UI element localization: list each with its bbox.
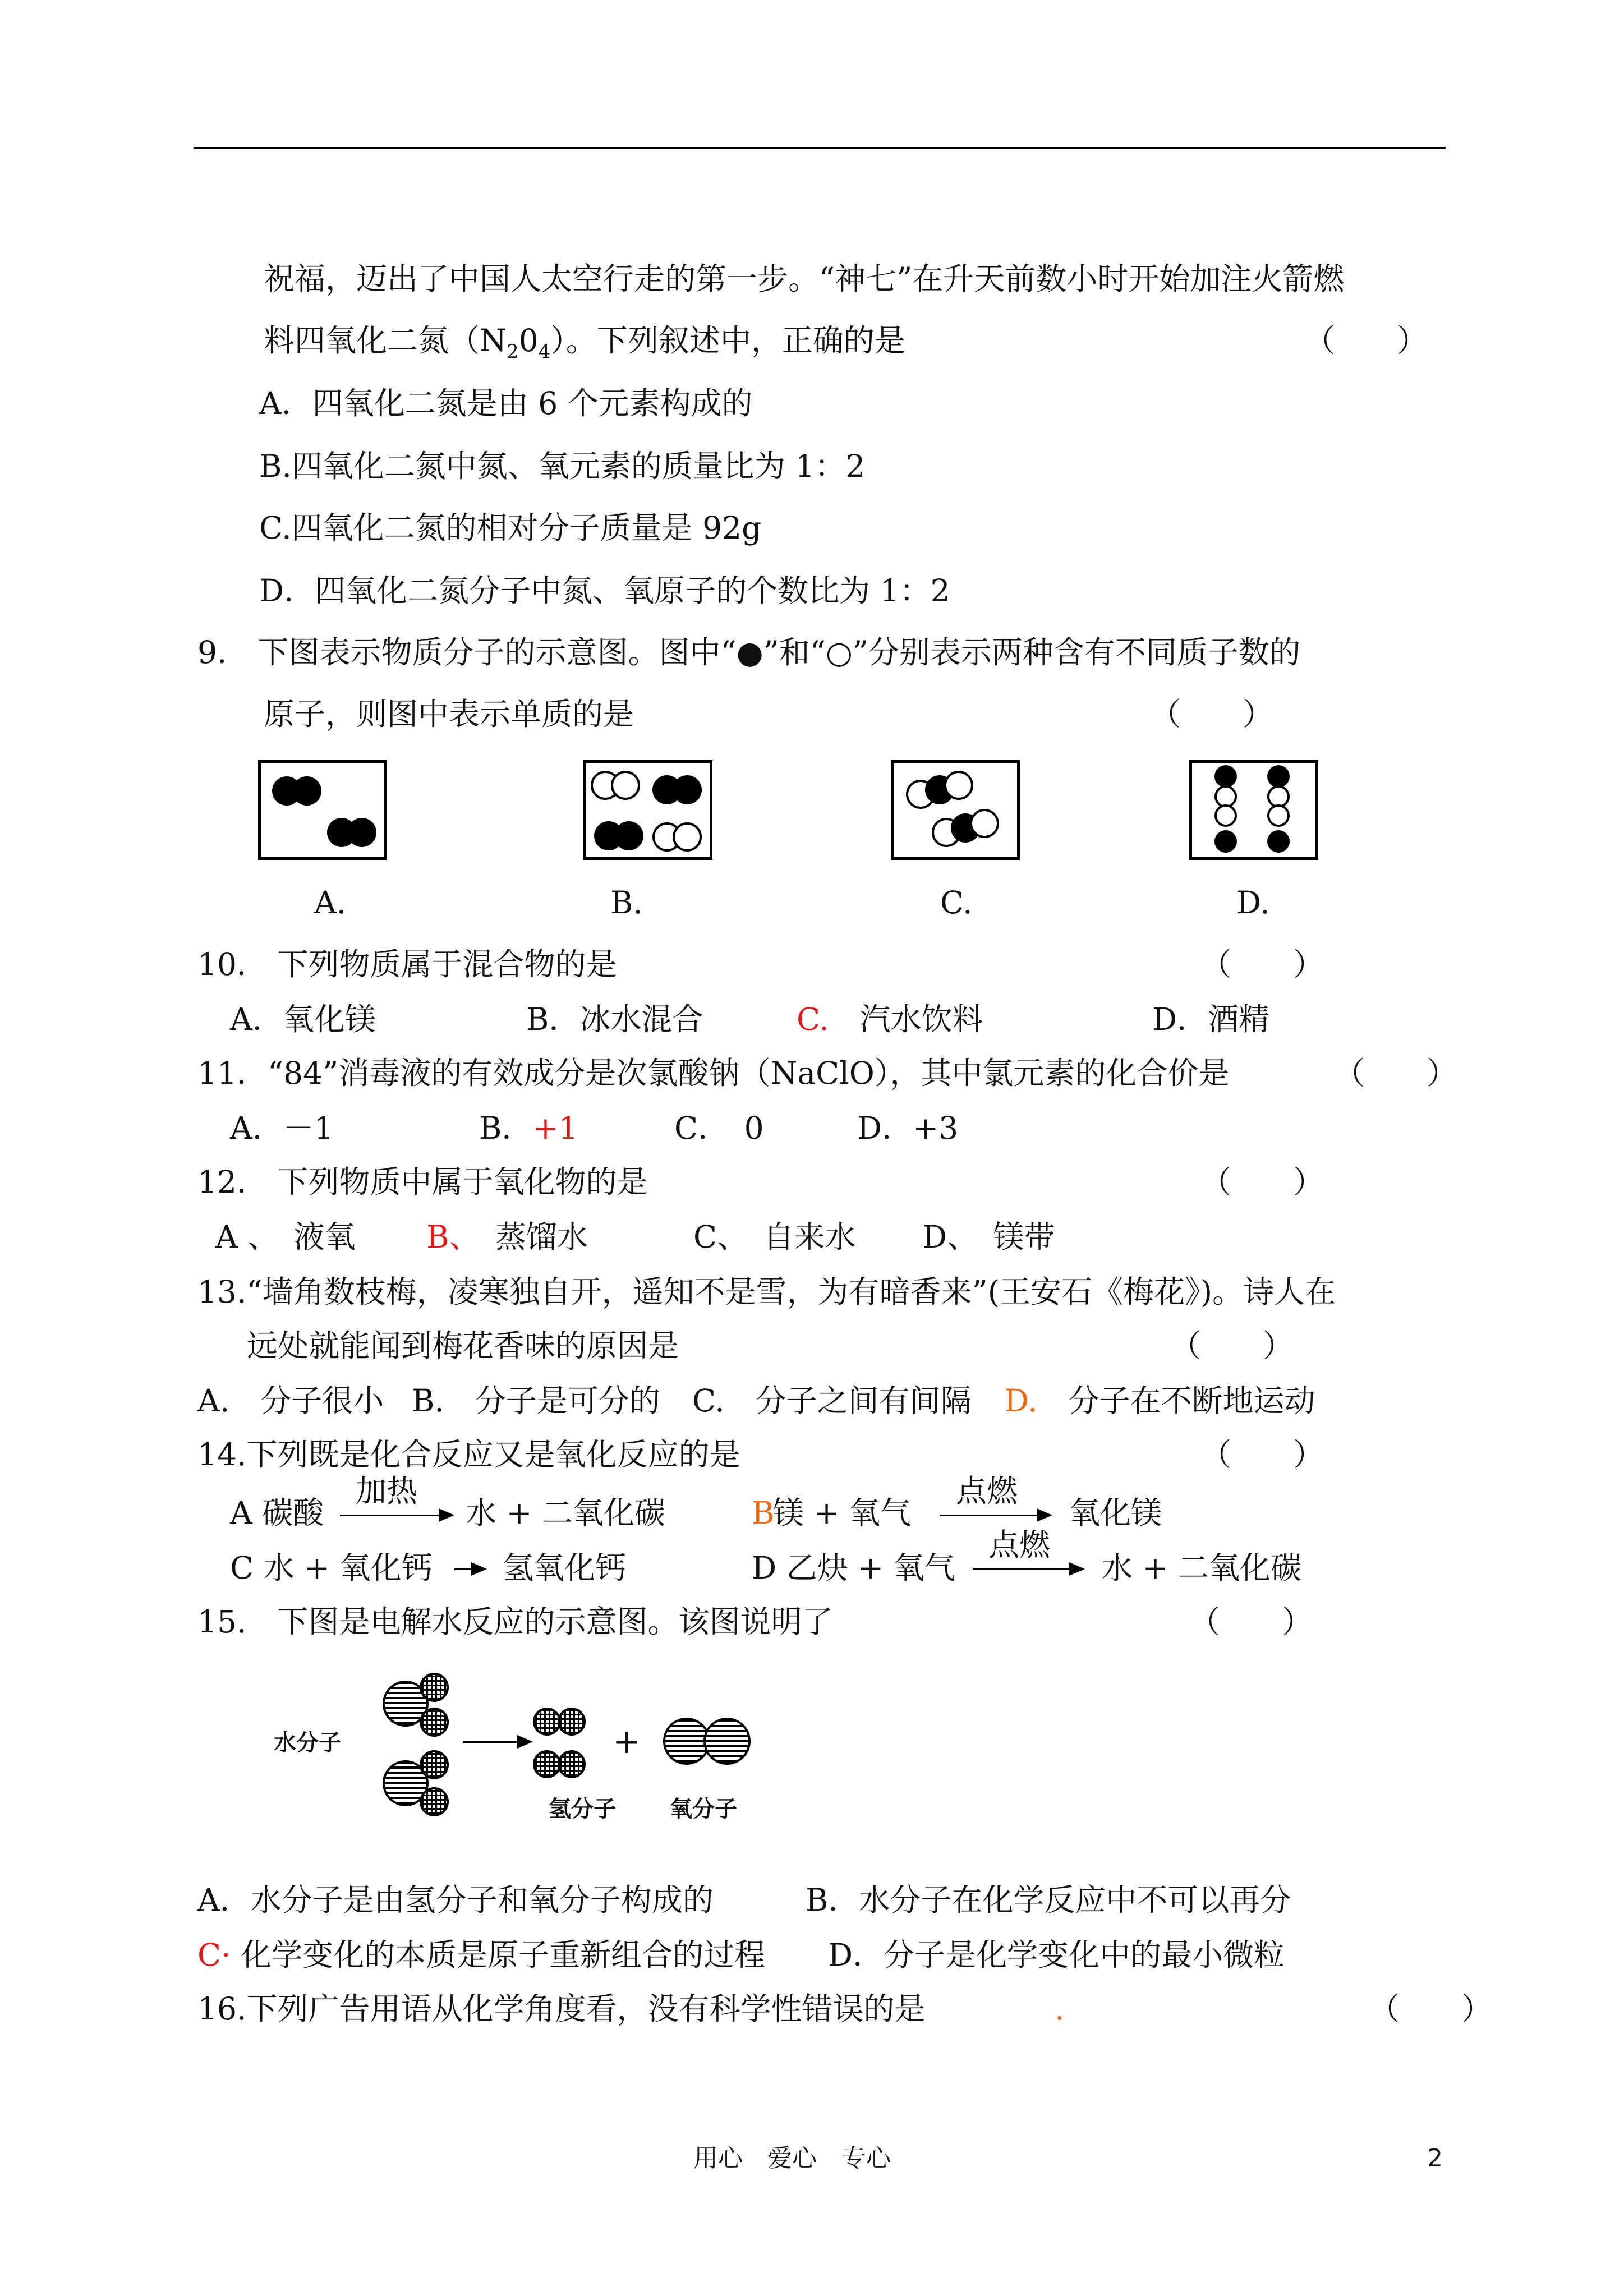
q15-option-d: D．分子是化学变化中的最小微粒 (828, 1937, 1285, 1973)
q11-stem: 11．“84”消毒液的有效成分是次氯酸钠（NaClO），其中氯元素的化合价是 (197, 1055, 1230, 1091)
black-atom (614, 821, 643, 850)
q13-option-d: D. 分子在不断地运动 (1004, 1383, 1315, 1419)
q15-option-b: B．水分子在化学反应中不可以再分 (806, 1882, 1291, 1918)
hydrogen-atom (420, 1787, 449, 1816)
q15-option-a: A．水分子是由氢分子和氧分子构成的 (197, 1882, 714, 1918)
black-atom (292, 776, 321, 806)
q12-stem: 12． 下列物质中属于氧化物的是 (197, 1164, 648, 1200)
q10-option-c: C. 汽水饮料 (797, 1001, 983, 1037)
hydrogen-molecule-label: 氢分子 (549, 1796, 616, 1822)
diagram-label-b: B. (610, 885, 643, 921)
white-atom (1214, 804, 1237, 827)
q11-option-a: A．－1 (230, 1110, 334, 1146)
black-atom (1267, 830, 1290, 853)
diagram-label-c: C. (940, 885, 973, 921)
diagram-c (891, 760, 1020, 860)
black-atom (673, 775, 702, 804)
white-atom (944, 771, 973, 800)
q16-dot: . (1055, 1991, 1065, 2027)
q8-answer-paren: （ ） (1304, 323, 1428, 358)
q12-answer-paren: （ ） (1200, 1164, 1324, 1200)
q11-option-c: C． 0 (674, 1110, 764, 1146)
arrow-head-icon (1069, 1562, 1085, 1576)
q14-option-d-condition: 点燃 (988, 1527, 1051, 1563)
q9-line2: 原子，则图中表示单质的是 (264, 696, 634, 732)
diagram-b (583, 760, 712, 860)
q8-line1: 祝福，迈出了中国人太空行走的第一步。“神七”在升天前数小时开始加注火箭燃 (264, 261, 1345, 297)
oxygen-molecule-label: 氧分子 (670, 1796, 737, 1822)
black-atom (1214, 830, 1237, 853)
white-atom (611, 771, 640, 800)
q13-option-a: A. 分子很小 (197, 1383, 384, 1419)
q11-option-b: B．+1 (479, 1110, 578, 1146)
black-atom (347, 818, 376, 847)
hydrogen-atom (533, 1708, 561, 1736)
hydrogen-atom (533, 1750, 561, 1778)
reaction-arrow (973, 1568, 1071, 1570)
plus-sign: + (613, 1722, 641, 1761)
q14-stem: 14.下列既是化合反应又是氧化反应的是 (197, 1437, 740, 1473)
q9-answer-paren: （ ） (1150, 696, 1274, 732)
q9-line1: 9． 下图表示物质分子的示意图。图中“●”和“○”分别表示两种含有不同质子数的 (197, 634, 1300, 670)
q16-stem: 16.下列广告用语从化学角度看，没有科学性错误的是 (197, 1991, 926, 2027)
reaction-arrow (463, 1741, 519, 1743)
q13-line1: 13.“墙角数枝梅，凌寒独自开，遥知不是雪，为有暗香来”(王安石《梅花》)。诗人在 (197, 1274, 1336, 1310)
q14-option-b-condition: 点燃 (956, 1473, 1018, 1509)
q8-option-c: C.四氧化二氮的相对分子质量是 92g (259, 510, 762, 546)
q10-stem: 10． 下列物质属于混合物的是 (197, 946, 617, 982)
q14-option-b-reactant: 镁 + 氧气 (773, 1495, 912, 1531)
q14-option-c-product: 氢氧化钙 (503, 1550, 627, 1586)
hydrogen-atom (420, 1673, 449, 1702)
white-atom (1267, 804, 1290, 827)
q11-answer-paren: （ ） (1334, 1055, 1458, 1091)
black-atom (1267, 765, 1290, 788)
hydrogen-atom (558, 1750, 586, 1778)
hydrogen-atom (420, 1750, 449, 1779)
q13-line2: 远处就能闻到梅花香味的原因是 (247, 1328, 679, 1364)
hydrogen-atom (420, 1708, 449, 1737)
q11-option-d: D．+3 (857, 1110, 959, 1146)
reaction-arrow (940, 1515, 1039, 1516)
q10-option-a: A．氧化镁 (230, 1001, 376, 1037)
q15-option-c: C· 化学变化的本质是原子重新组合的过程 (197, 1937, 766, 1973)
q13-option-b: B. 分子是可分的 (412, 1383, 660, 1419)
q13-option-c: C. 分子之间有间隔 (692, 1383, 972, 1419)
q14-option-c-reactant: C 水 + 氧化钙 (230, 1550, 433, 1586)
q14-option-a-reactant: A 碳酸 (230, 1495, 324, 1531)
footer-motto: 用心 爱心 专心 (693, 2144, 891, 2173)
diagram-d (1189, 760, 1318, 860)
q14-option-d-reactant: D 乙炔 + 氧气 (752, 1550, 955, 1586)
q14-option-b-letter: B (752, 1495, 775, 1531)
black-atom (1214, 765, 1237, 788)
q10-option-d: D．酒精 (1152, 1001, 1270, 1037)
q12-option-a: A 、 液氧 (215, 1219, 356, 1255)
arrow-head-icon (439, 1508, 454, 1522)
arrow-head-icon (517, 1735, 533, 1749)
q15-stem: 15. 下图是电解水反应的示意图。该图说明了 (197, 1604, 833, 1640)
q8-option-d: D．四氧化二氮分子中氮、氧原子的个数比为 1：2 (259, 573, 950, 609)
arrow-head-icon (1037, 1508, 1052, 1522)
q10-option-b: B．冰水混合 (526, 1001, 703, 1037)
white-atom (673, 822, 702, 852)
q14-option-a-condition: 加热 (356, 1473, 418, 1509)
white-atom (970, 809, 999, 838)
q14-answer-paren: （ ） (1200, 1437, 1324, 1473)
water-molecule-label: 水分子 (274, 1730, 341, 1756)
q8-option-b: B.四氧化二氮中氮、氧元素的质量比为 1：2 (259, 448, 866, 484)
diagram-label-d: D. (1236, 885, 1270, 921)
hydrogen-atom (558, 1708, 586, 1736)
q12-option-d: D、 镁带 (922, 1219, 1055, 1255)
q14-option-b-product: 氧化镁 (1069, 1495, 1162, 1531)
q12-option-c: C、 自来水 (693, 1219, 856, 1255)
q15-answer-paren: （ ） (1189, 1604, 1313, 1640)
q8-line2: 料四氧化二氮$(N_20_4)$。下列叙述中，正确的是 (264, 323, 905, 363)
reaction-arrow (340, 1515, 441, 1516)
q13-answer-paren: （ ） (1170, 1328, 1294, 1364)
diagram-a (258, 760, 387, 860)
header-rule (194, 147, 1446, 149)
q14-option-d-product: 水 + 二氧化碳 (1102, 1550, 1302, 1586)
q16-answer-paren: （ ） (1369, 1991, 1493, 2027)
diagram-label-a: A. (314, 885, 347, 921)
q8-option-a: A．四氧化二氮是由 6 个元素构成的 (259, 385, 753, 421)
q12-option-b: B、 蒸馏水 (426, 1219, 588, 1255)
oxygen-atom (703, 1718, 751, 1765)
page-number: 2 (1427, 2144, 1443, 2173)
q10-answer-paren: （ ） (1200, 946, 1324, 982)
arrow-head-icon (471, 1562, 487, 1576)
q14-option-a-product: 水 + 二氧化碳 (466, 1495, 666, 1531)
